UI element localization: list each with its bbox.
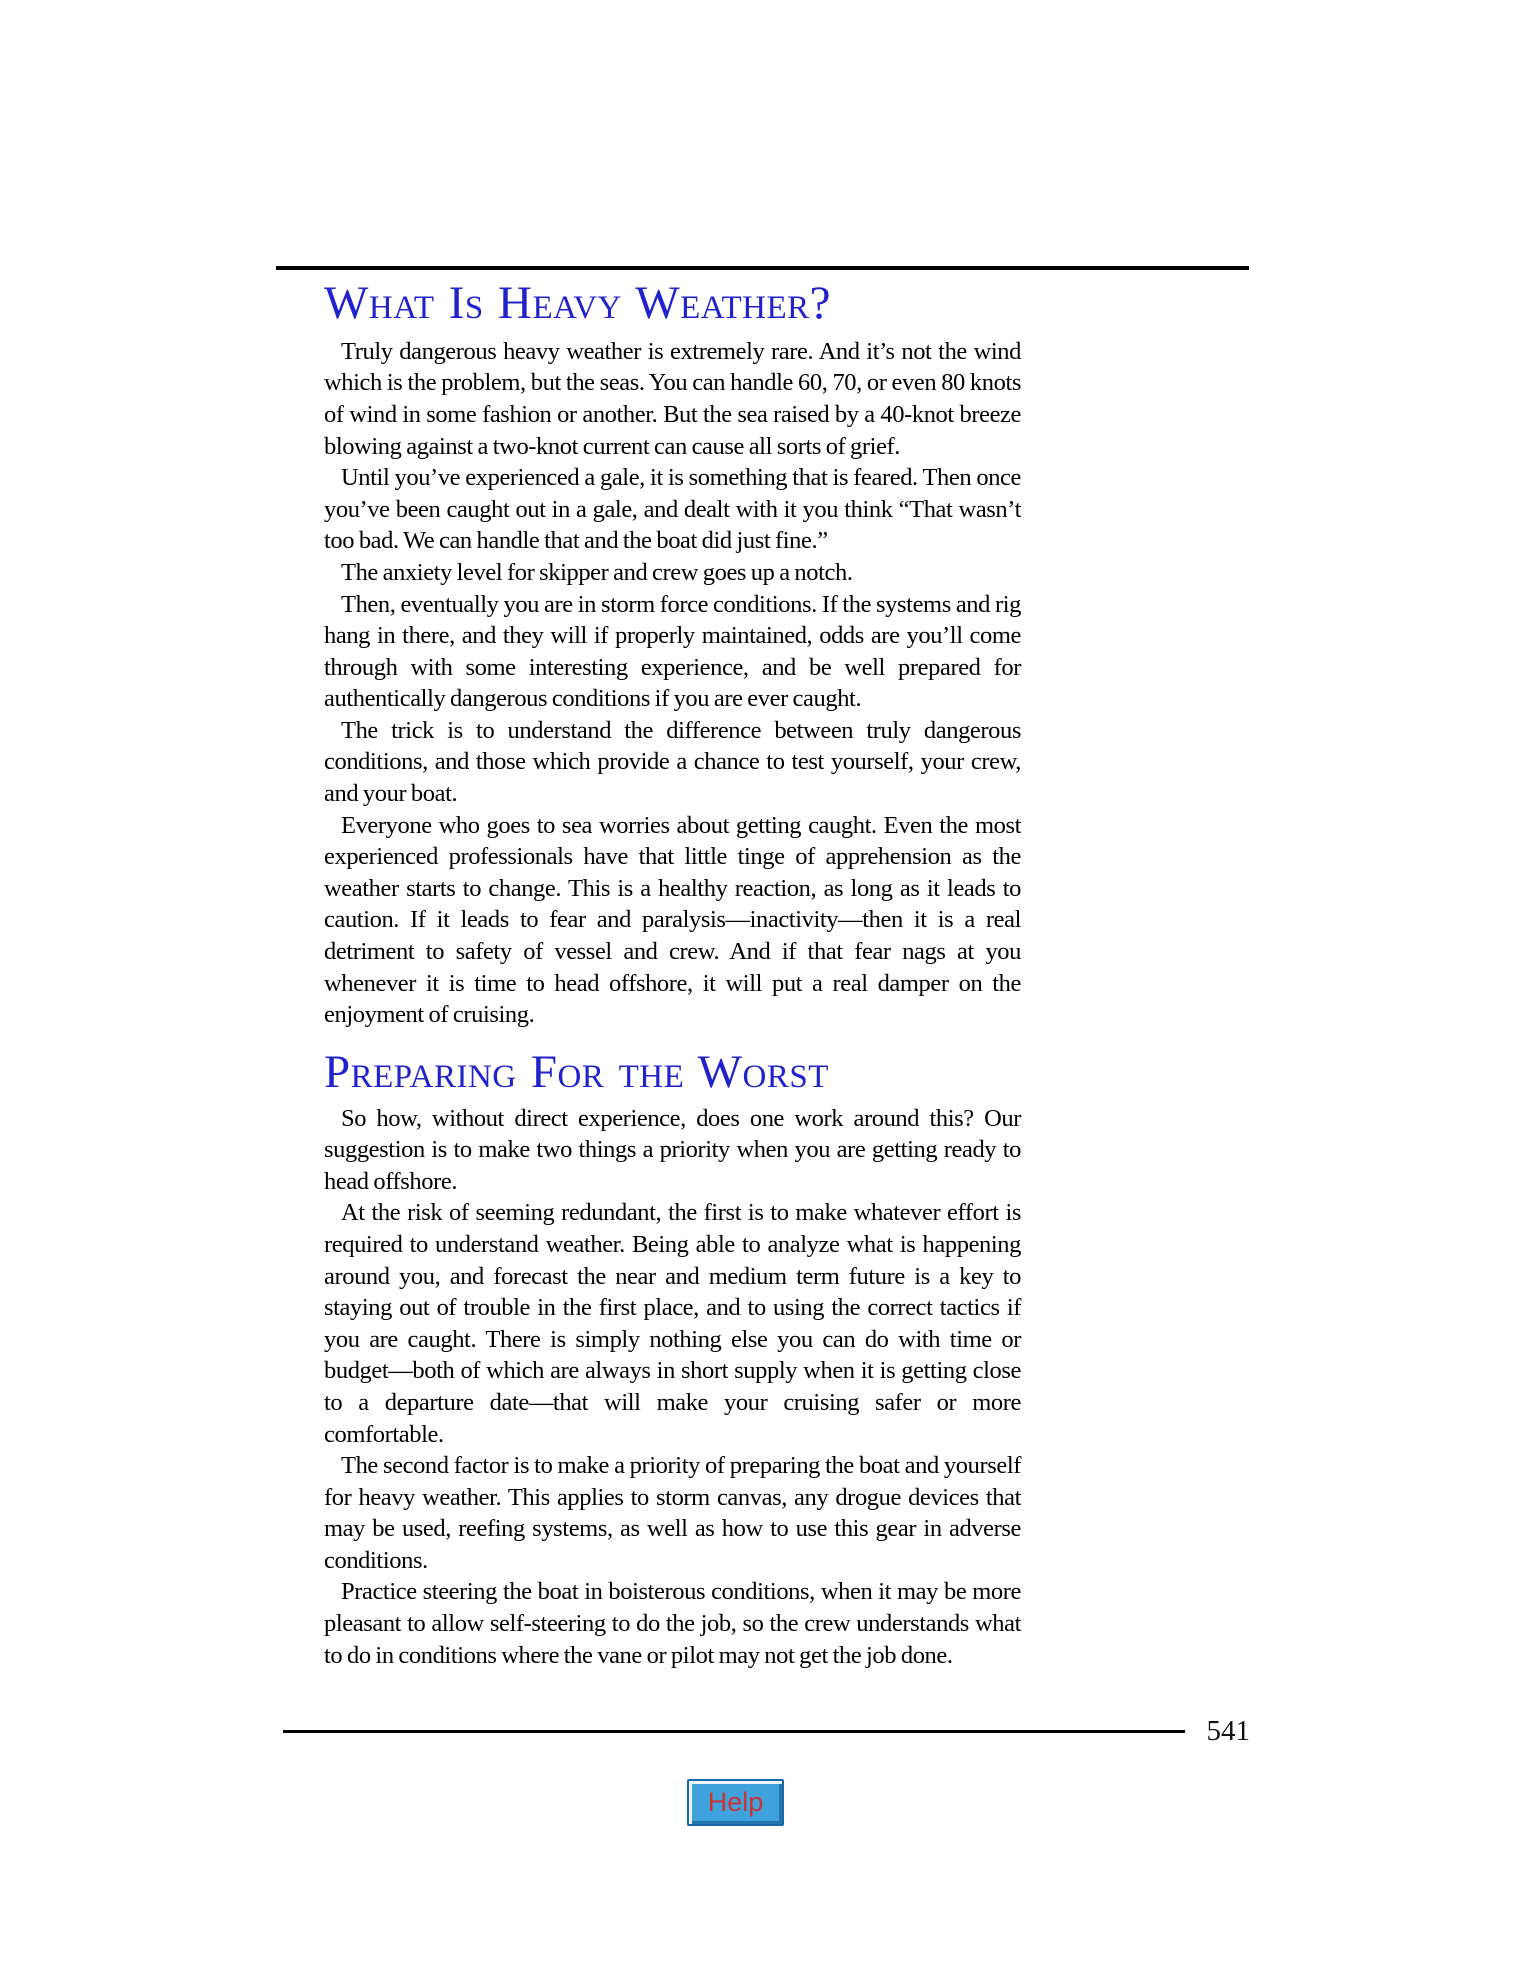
paragraph: The trick is to understand the difference between truly dangerous conditions, and those which provide a chance to test yourself, your crew, and your boat. xyxy=(324,716,1021,808)
paragraph: Everyone who goes to sea worries about getting caught. Even the most experienced professionals have that little tinge of apprehension as the weather starts to change. This is a healthy reaction, as long as it leads to caution. If it leads to fear and paralysis—inactivity—then it is a real detriment to safety of vessel and crew. And if that fear nags at you whenever it is time to head offshore, it will put a real damper on the enjoyment of cruising. xyxy=(324,811,1021,1029)
section-heading-what-is-heavy-weather: What Is Heavy Weather? xyxy=(324,277,831,329)
page-footer xyxy=(283,1717,1250,1746)
paragraph: Until you’ve experienced a gale, it is something that is feared. Then once you’ve been caught out in a gale, and dealt with it you think “That wasn’t too bad. We can handle that and the boat did just fine.” xyxy=(324,464,1021,555)
help-button[interactable]: Help xyxy=(687,1779,784,1826)
page-content xyxy=(324,278,1021,1671)
paragraph: So how, without direct experience, does one work around this? Our suggestion is to make two things a priority when you are getting ready to head offshore. xyxy=(324,1104,1021,1195)
page-number: 541 xyxy=(1206,1715,1250,1747)
paragraph: The anxiety level for skipper and crew goes up a notch. xyxy=(341,558,853,586)
footer-rule xyxy=(283,1730,1185,1733)
paragraph: Truly dangerous heavy weather is extremely rare. And it’s not the wind which is the problem, but the seas. You can handle 60, 70, or even 80 knots of wind in some fashion or another. But the sea raised by a 40-knot breeze blowing against a two-knot current can cause all sorts of grief. xyxy=(324,337,1021,460)
paragraph: The second factor is to make a priority of preparing the boat and yourself for heavy weather. This applies to storm canvas, any drogue devices that may be used, reefing systems, as well as how to use this gear in adverse conditions. xyxy=(324,1452,1021,1574)
paragraph: Then, eventually you are in storm force conditions. If the systems and rig hang in there, and they will if properly maintained, odds are you’ll come through with some interesting experience, and be well prepared for authentically dangerous conditions if you are ever caught. xyxy=(324,590,1021,713)
header-rule xyxy=(276,266,1249,270)
section-heading-preparing-for-the-worst: Preparing For the Worst xyxy=(324,1045,829,1098)
paragraph: Practice steering the boat in boisterous conditions, when it may be more pleasant to allow self-steering to do the job, so the crew understands what to do in conditions where the vane or pilot may not get the job done. xyxy=(324,1578,1021,1669)
paragraph: At the risk of seeming redundant, the first is to make whatever effort is required to understand weather. Being able to analyze what is happening around you, and forecast the near and medium term future is a key to staying out of trouble in the first place, and to using the correct tactics if you are caught. There is simply nothing else you can do with time or budget—both of which are always in short supply when it is getting close to a departure date—that will make your cruising safer or more comfortable. xyxy=(324,1199,1021,1448)
